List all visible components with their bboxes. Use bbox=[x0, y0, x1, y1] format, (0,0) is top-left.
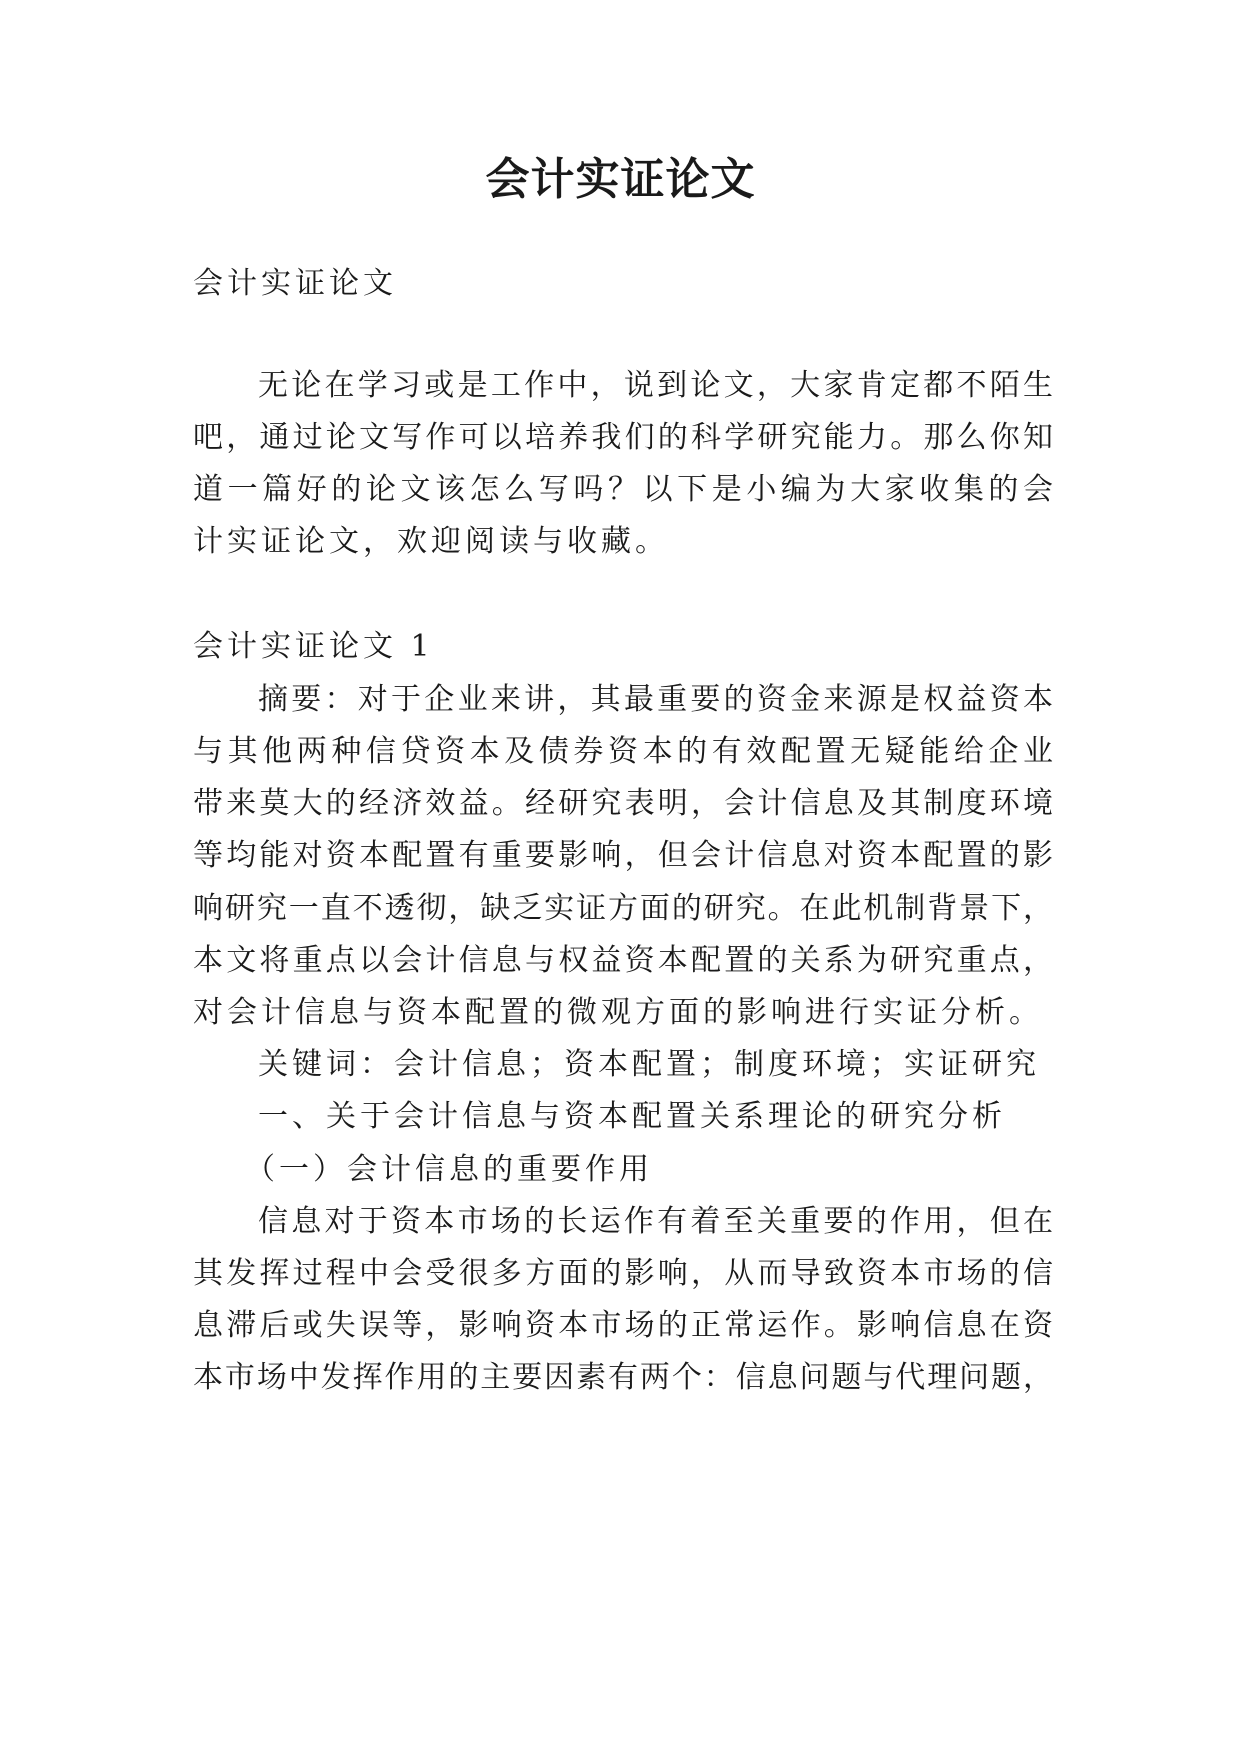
abstract-line: 等均能对资本配置有重要影响，但会计信息对资本配置的影 bbox=[193, 838, 1053, 873]
intro-line: 计实证论文，欢迎阅读与收藏。 bbox=[193, 524, 669, 559]
section-heading: 会计实证论文 1 bbox=[193, 629, 434, 664]
heading-level-1: 一、关于会计信息与资本配置关系理论的研究分析 bbox=[258, 1099, 1006, 1134]
intro-line: 吧，通过论文写作可以培养我们的科学研究能力。那么你知 bbox=[193, 420, 1053, 455]
body-line: 本市场中发挥作用的主要因素有两个：信息问题与代理问题， bbox=[193, 1360, 1053, 1395]
keywords: 关键词：会计信息；资本配置；制度环境；实证研究 bbox=[258, 1047, 1040, 1082]
abstract-line: 本文将重点以会计信息与权益资本配置的关系为研究重点， bbox=[193, 943, 1053, 978]
abstract-line: 带来莫大的经济效益。经研究表明，会计信息及其制度环境 bbox=[193, 786, 1053, 821]
abstract-line: 与其他两种信贷资本及债券资本的有效配置无疑能给企业 bbox=[193, 734, 1053, 769]
document-title: 会计实证论文 bbox=[485, 154, 756, 205]
abstract-line: 对会计信息与资本配置的微观方面的影响进行实证分析。 bbox=[193, 995, 1043, 1030]
abstract-line: 摘要：对于企业来讲，其最重要的资金来源是权益资本 bbox=[258, 682, 1053, 717]
body-line: 其发挥过程中会受很多方面的影响，从而导致资本市场的信 bbox=[193, 1256, 1053, 1291]
intro-line: 无论在学习或是工作中，说到论文，大家肯定都不陌生 bbox=[258, 368, 1053, 403]
document-subtitle: 会计实证论文 bbox=[193, 266, 397, 301]
abstract-line: 响研究一直不透彻，缺乏实证方面的研究。在此机制背景下， bbox=[193, 891, 1053, 926]
intro-line: 道一篇好的论文该怎么写吗？以下是小编为大家收集的会 bbox=[193, 472, 1053, 507]
body-line: 息滞后或失误等，影响资本市场的正常运作。影响信息在资 bbox=[193, 1308, 1053, 1343]
body-line: 信息对于资本市场的长运作有着至关重要的作用，但在 bbox=[258, 1204, 1053, 1239]
heading-level-2: （一）会计信息的重要作用 bbox=[245, 1152, 653, 1187]
